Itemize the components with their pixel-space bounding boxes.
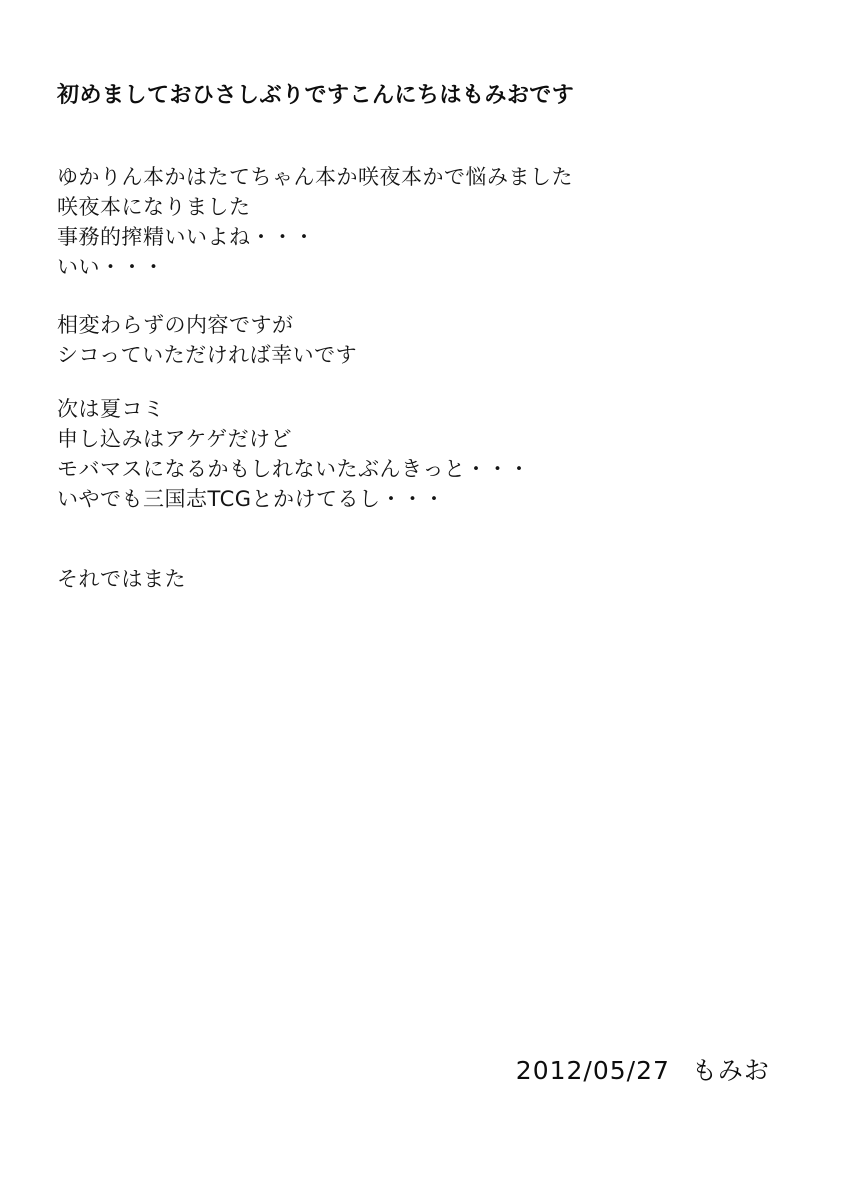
paragraph-3-line-3: モバマスになるかもしれないたぶんきっと・・・ — [57, 457, 530, 481]
paragraph-1-line-3: 事務的搾精いいよね・・・ — [57, 225, 315, 249]
paragraph-2 — [57, 310, 777, 370]
paragraph-3-line-2: 申し込みはアケゲだけど — [57, 427, 293, 451]
paragraph-2-line-1: 相変わらずの内容ですが — [57, 313, 294, 337]
paragraph-1-line-1: ゆかりん本かはたてちゃん本か咲夜本かで悩みました — [57, 165, 573, 189]
spacer — [57, 112, 777, 162]
signature-date: 2012/05/27 — [515, 1056, 670, 1085]
paragraph-1 — [57, 162, 777, 282]
spacer — [57, 282, 777, 310]
signature — [480, 1022, 770, 1116]
paragraph-3 — [57, 394, 777, 514]
closing-line: それではまた — [57, 567, 186, 591]
spacer — [57, 514, 777, 564]
signature-author: もみお — [691, 1056, 770, 1085]
paragraph-3-line-1: 次は夏コミ — [57, 397, 165, 421]
paragraph-2-line-2: シコっていただければ幸いです — [57, 343, 358, 367]
greeting-line: 初めましておひさしぶりですこんにちはもみおです — [57, 83, 575, 108]
paragraph-4 — [57, 564, 777, 594]
paragraph-1-line-4: いい・・・ — [57, 255, 165, 279]
paragraph-3-line-4: いやでも三国志TCGとかけてるし・・・ — [57, 487, 446, 511]
afterword-text-body — [57, 80, 777, 594]
paragraph-1-line-2: 咲夜本になりました — [57, 195, 251, 219]
spacer — [57, 370, 777, 394]
